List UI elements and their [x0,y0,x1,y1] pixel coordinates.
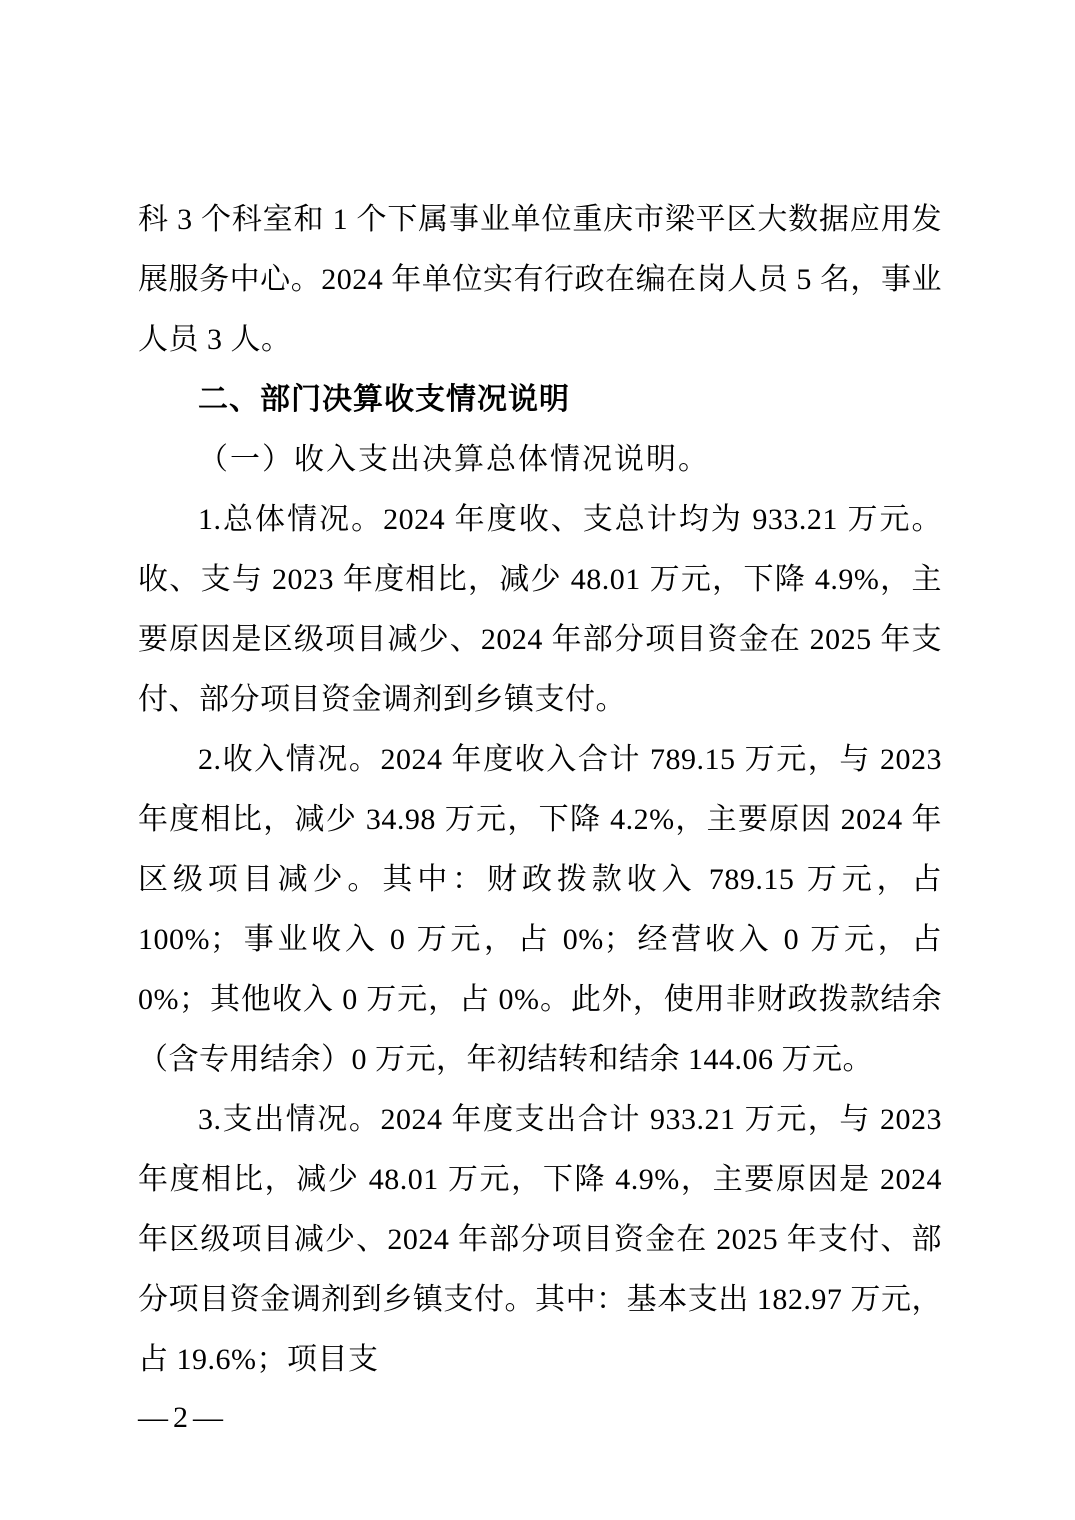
paragraph-income-situation: 2.收入情况。2024 年度收入合计 789.15 万元，与 2023 年度相比，减少 34.98 万元，下降 4.2%，主要原因 2024 年区级项目减少。其中：财政拨款收入 789.15 万元，占 100%；事业收入 0 万元，占 0%；经营收入 0 万元，占 0%；其他收入 0 万元，占 0%。此外，使用非财政拨款结余（含专用结余）0 万元，年初结转和结余 144.06 万元。 [138,743,942,1076]
page-number: —2— [138,1401,228,1434]
section-heading: 二、部门决算收支情况说明 [198,383,570,416]
paragraph-overall-situation: 1.总体情况。2024 年度收、支总计均为 933.21 万元。收、支与 2023 年度相比，减少 48.01 万元，下降 4.9%，主要原因是区级项目减少、2024 年部分项目资金在 2025 年支付、部分项目资金调剂到乡镇支付。 [138,503,942,716]
document-body [138,190,942,1390]
paragraph-expenditure-situation: 3.支出情况。2024 年度支出合计 933.21 万元，与 2023 年度相比，减少 48.01 万元，下降 4.9%，主要原因是 2024 年区级项目减少、2024 年部分项目资金在 2025 年支付、部分项目资金调剂到乡镇支付。其中：基本支出 182.97 万元，占 19.6%；项目支 [138,1103,942,1376]
subsection-heading: （一）收入支出决算总体情况说明。 [198,443,710,476]
paragraph-unit-overview-continuation: 科 3 个科室和 1 个下属事业单位重庆市梁平区大数据应用发展服务中心。2024 年单位实有行政在编在岗人员 5 名，事业人员 3 人。 [138,203,942,356]
